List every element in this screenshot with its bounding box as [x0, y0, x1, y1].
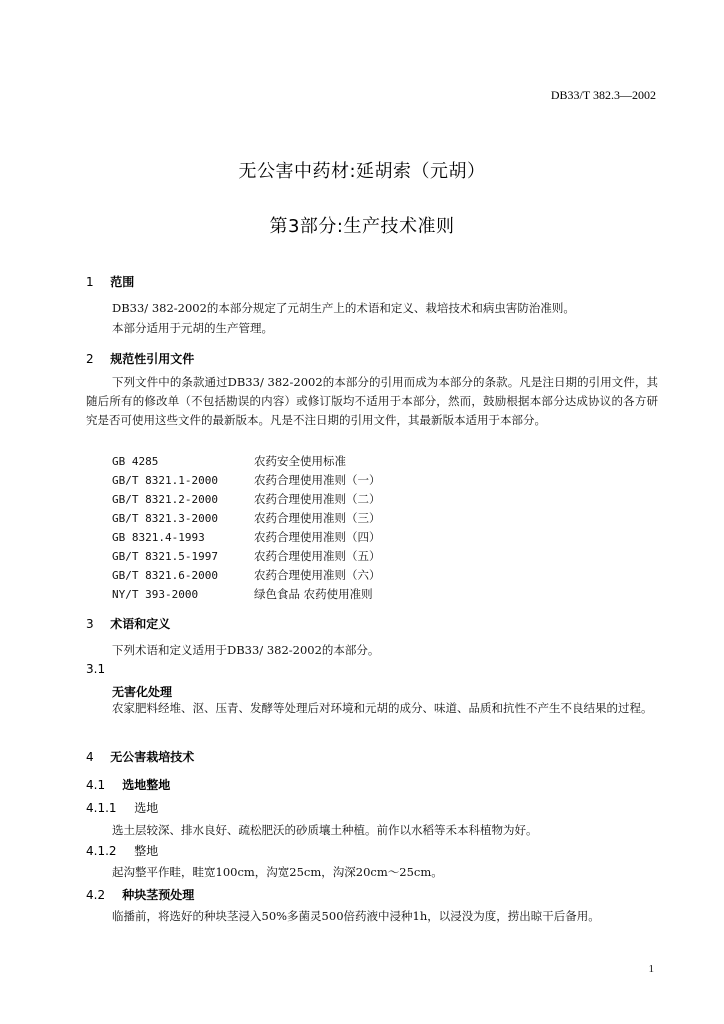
document-title: 无公害中药材:延胡索（元胡）	[238, 161, 486, 182]
clause-number: 4.1.1	[86, 801, 117, 815]
reference-row	[112, 491, 381, 507]
reference-code: NY/T 393-2000	[112, 588, 199, 601]
terms-intro: 下列术语和定义适用于DB33/ 382-2002的本部分。	[112, 643, 380, 657]
section-4-heading	[86, 748, 194, 765]
clause-number: 4.1.2	[86, 844, 117, 858]
reference-name: 农药合理使用准则（五）	[254, 549, 381, 563]
section-number: 2	[86, 352, 94, 366]
clause-number: 4.2	[86, 888, 106, 902]
reference-name: 农药合理使用准则（三）	[254, 511, 381, 525]
section-title: 范围	[110, 275, 135, 289]
clause-title: 整地	[134, 844, 159, 858]
document-code: DB33/T 382.3—2002	[550, 88, 656, 102]
reference-name: 农药合理使用准则（六）	[254, 568, 381, 582]
reference-code: GB/T 8321.5-1997	[112, 550, 218, 563]
clause-title: 选地整地	[122, 778, 171, 792]
scope-paragraph-1: DB33/ 382-2002的本部分规定了元胡生产上的术语和定义、栽培技术和病虫害防治准则。	[112, 301, 575, 315]
reference-code: GB/T 8321.2-2000	[112, 493, 218, 506]
section-title: 术语和定义	[110, 617, 171, 631]
term-definition: 农家肥料经堆、沤、压青、发酵等处理后对环境和元胡的成分、味道、品质和抗性不产生不良结果的过程。	[112, 701, 653, 715]
clause-number: 4.1	[86, 778, 106, 792]
reference-row	[112, 548, 381, 564]
reference-code: GB/T 8321.1-2000	[112, 474, 218, 487]
reference-code: GB 8321.4-1993	[112, 531, 205, 544]
clause-4-1-1-heading	[86, 799, 158, 816]
section-3-heading	[86, 615, 170, 632]
reference-name: 农药合理使用准则（二）	[254, 492, 381, 506]
reference-row	[112, 529, 381, 545]
clause-4-2-heading	[86, 886, 194, 903]
reference-name: 农药安全使用标准	[254, 454, 346, 468]
section-1-heading	[86, 273, 134, 290]
clause-3-1-number	[86, 662, 106, 676]
reference-row	[112, 586, 373, 602]
reference-name: 绿色食品 农药使用准则	[254, 587, 373, 601]
section-title: 规范性引用文件	[110, 352, 195, 366]
scope-paragraph-2: 本部分适用于元胡的生产管理。	[112, 321, 273, 335]
page-number: 1	[648, 963, 654, 975]
normative-references-paragraph: 下列文件中的条款通过DB33/ 382-2002的本部分的引用而成为本部分的条款。凡是注日期的引用文件，其随后所有的修改单（不包括勘误的内容）或修订版均不适用于本部分，然而，鼓励根据本部分达成协议的各方研究是否可使用这些文件的最新版本。凡是不注日期的引用文件，其最新版本适用于本部分。	[86, 375, 658, 427]
reference-row	[112, 567, 381, 583]
section-number: 4	[86, 750, 94, 764]
term-heading: 无害化处理	[112, 685, 173, 699]
reference-row	[112, 510, 381, 526]
reference-code: GB/T 8321.6-2000	[112, 569, 218, 582]
land-preparation-paragraph: 起沟整平作畦，畦宽100cm，沟宽25cm，沟深20cm～25cm。	[112, 865, 443, 879]
clause-4-1-2-heading	[86, 842, 158, 859]
clause-title: 选地	[134, 801, 159, 815]
clause-title: 种块茎预处理	[122, 888, 195, 902]
clause-number: 3.1	[86, 662, 106, 676]
reference-code: GB 4285	[112, 455, 159, 468]
reference-name: 农药合理使用准则（一）	[254, 473, 381, 487]
reference-name: 农药合理使用准则（四）	[254, 530, 381, 544]
reference-row	[112, 472, 381, 488]
section-number: 3	[86, 617, 94, 631]
section-number: 1	[86, 275, 94, 289]
document-part-title: 第3部分:生产技术准则	[269, 216, 455, 237]
section-2-heading	[86, 350, 194, 367]
clause-4-1-heading	[86, 776, 170, 793]
section-title: 无公害栽培技术	[110, 750, 195, 764]
tuber-pretreatment-paragraph: 临播前，将选好的种块茎浸入50%多菌灵500倍药液中浸种1h，以浸没为度，捞出晾干后备用。	[112, 909, 600, 923]
reference-code: GB/T 8321.3-2000	[112, 512, 218, 525]
site-selection-paragraph: 选土层较深、排水良好、疏松肥沃的砂质壤土种植。前作以水稻等禾本科植物为好。	[112, 823, 538, 837]
reference-row	[112, 453, 346, 469]
